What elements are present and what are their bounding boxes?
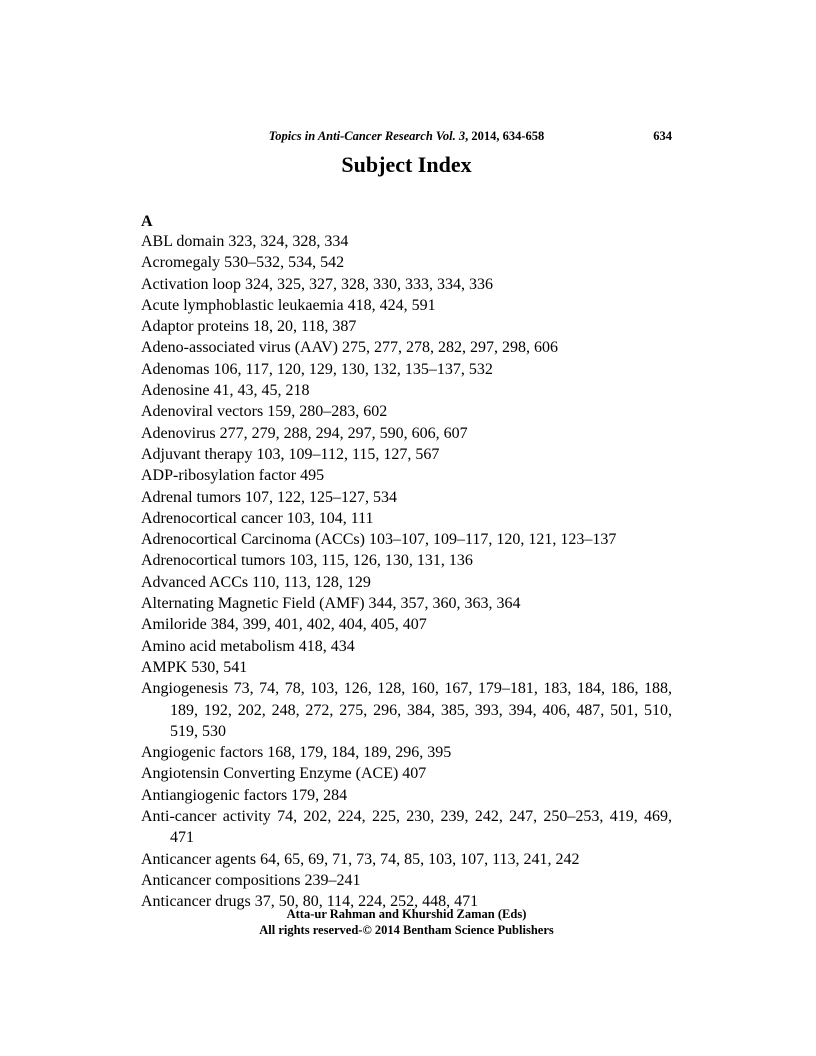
entry-term: Adenovirus	[141, 424, 216, 442]
entry-term: Activation loop	[141, 275, 241, 293]
entry-term: Alternating Magnetic Field (AMF)	[141, 595, 365, 613]
index-entry	[141, 636, 672, 657]
entry-pages: 179, 284	[287, 786, 348, 804]
index-entry	[141, 316, 672, 337]
entry-pages: 418, 434	[294, 637, 355, 655]
page-number: 634	[653, 129, 672, 143]
entry-term: Adrenocortical cancer	[141, 509, 283, 527]
entry-term: Adjuvant therapy	[141, 445, 253, 463]
entry-pages: 495	[296, 467, 325, 485]
entry-term: Adenoviral vectors	[141, 403, 264, 421]
index-entry	[141, 763, 672, 784]
entry-term: Anticancer agents	[141, 850, 257, 868]
entry-term: Acute lymphoblastic leukaemia	[141, 296, 344, 314]
entry-term: Adrenocortical Carcinoma (ACCs)	[141, 531, 365, 549]
entry-term: ABL domain	[141, 233, 225, 250]
index-entry	[141, 572, 672, 593]
entry-pages: 103–107, 109–117, 120, 121, 123–137	[364, 531, 617, 549]
citation-details: , 2014, 634-658	[465, 129, 545, 143]
entry-pages: 103, 104, 111	[282, 509, 374, 527]
section-letter: A	[141, 213, 153, 230]
entry-term: Anticancer compositions	[141, 871, 301, 889]
entry-term: Anticancer drugs	[141, 893, 251, 911]
entry-term: Anti-cancer activity	[141, 808, 271, 826]
entry-term: Angiogenesis	[141, 680, 229, 698]
entry-term: Angiogenic factors	[141, 744, 264, 762]
index-entry	[141, 337, 672, 358]
index-entry	[141, 785, 672, 806]
entry-pages: 37, 50, 80, 114, 224, 252, 448, 471	[250, 893, 479, 911]
entry-pages: 275, 277, 278, 282, 297, 298, 606	[338, 339, 558, 357]
entry-pages: 323, 324, 328, 334	[224, 233, 349, 250]
index-entry	[141, 657, 672, 678]
entry-pages: 41, 43, 45, 218	[209, 382, 310, 400]
entry-pages: 384, 399, 401, 402, 404, 405, 407	[206, 616, 427, 634]
entry-term: Adeno-associated virus (AAV)	[141, 339, 338, 357]
index-entry	[141, 401, 672, 422]
index-entry	[141, 465, 672, 486]
running-header	[141, 129, 672, 144]
page-title: Subject Index	[341, 152, 472, 177]
index-entry	[141, 870, 672, 891]
entry-term: Adenomas	[141, 360, 210, 378]
index-entry	[141, 423, 672, 444]
index-entry	[141, 614, 672, 635]
entry-term: Amiloride	[141, 616, 207, 634]
entry-term: Advanced ACCs	[141, 573, 249, 591]
entry-term: Amino acid metabolism	[141, 637, 295, 655]
entry-term: Adrenal tumors	[141, 488, 241, 506]
entry-pages: 18, 20, 118, 387	[248, 318, 357, 336]
index-entry	[141, 529, 672, 550]
entry-term: ADP-ribosylation factor	[141, 467, 297, 485]
entry-pages: 107, 122, 125–127, 534	[240, 488, 397, 506]
page-footer	[141, 907, 672, 938]
index-entry	[141, 849, 672, 870]
entry-term: Angiotensin Converting Enzyme (ACE)	[141, 765, 399, 783]
entry-pages: 277, 279, 288, 294, 297, 590, 606, 607	[215, 424, 468, 442]
index-entry	[141, 295, 672, 316]
index-entry	[141, 231, 672, 252]
entry-pages: 418, 424, 591	[343, 296, 436, 314]
footer-editors: Atta-ur Rahman and Khurshid Zaman (Eds)	[286, 907, 527, 921]
entry-pages: 168, 179, 184, 189, 296, 395	[263, 744, 452, 762]
entry-pages: 106, 117, 120, 129, 130, 132, 135–137, 532	[209, 360, 493, 378]
entry-pages: 344, 357, 360, 363, 364	[364, 595, 521, 613]
entry-pages: 74, 202, 224, 225, 230, 239, 242, 247, 250–253, 419, 469, 471	[170, 808, 673, 847]
entry-pages: 103, 109–112, 115, 127, 567	[252, 445, 440, 463]
entry-term: Antiangiogenic factors	[141, 786, 288, 804]
entry-pages: 530–532, 534, 542	[220, 254, 345, 272]
index-entry	[141, 487, 672, 508]
entry-pages: 110, 113, 128, 129	[248, 573, 371, 591]
entry-term: Adaptor proteins	[141, 318, 249, 336]
entry-pages: 103, 115, 126, 130, 131, 136	[285, 552, 473, 570]
index-entries	[141, 231, 672, 913]
index-entry	[141, 380, 672, 401]
footer-rights: All rights reserved-© 2014 Bentham Science Publishers	[259, 922, 554, 937]
entry-term: Acromegaly	[141, 254, 221, 272]
index-entry	[141, 359, 672, 380]
index-entry	[141, 806, 672, 849]
entry-term: Adrenocortical tumors	[141, 552, 286, 570]
entry-pages: 73, 74, 78, 103, 126, 128, 160, 167, 179–181, 183, 184, 186, 188, 189, 192, 202, 248, 272, 275, 296, 384, 385, 393, 394, 406, 487, 501, 510, 519, 530	[170, 680, 672, 740]
citation	[141, 129, 672, 144]
entry-pages: 159, 280–283, 602	[263, 403, 388, 421]
index-entry	[141, 508, 672, 529]
entry-term: AMPK	[141, 658, 188, 676]
index-entry	[141, 678, 672, 742]
index-entry	[141, 550, 672, 571]
entry-pages: 239–241	[300, 871, 361, 889]
entry-term: Adenosine	[141, 382, 210, 400]
entry-pages: 530, 541	[187, 658, 248, 676]
entry-pages: 324, 325, 327, 328, 330, 333, 334, 336	[240, 275, 493, 293]
index-entry	[141, 444, 672, 465]
index-entry	[141, 742, 672, 763]
index-entry	[141, 593, 672, 614]
entry-pages: 64, 65, 69, 71, 73, 74, 85, 103, 107, 113, 241, 242	[256, 850, 580, 868]
index-entry	[141, 252, 672, 273]
index-entry	[141, 274, 672, 295]
citation-book-title: Topics in Anti-Cancer Research Vol. 3	[268, 129, 466, 143]
entry-pages: 407	[398, 765, 427, 783]
